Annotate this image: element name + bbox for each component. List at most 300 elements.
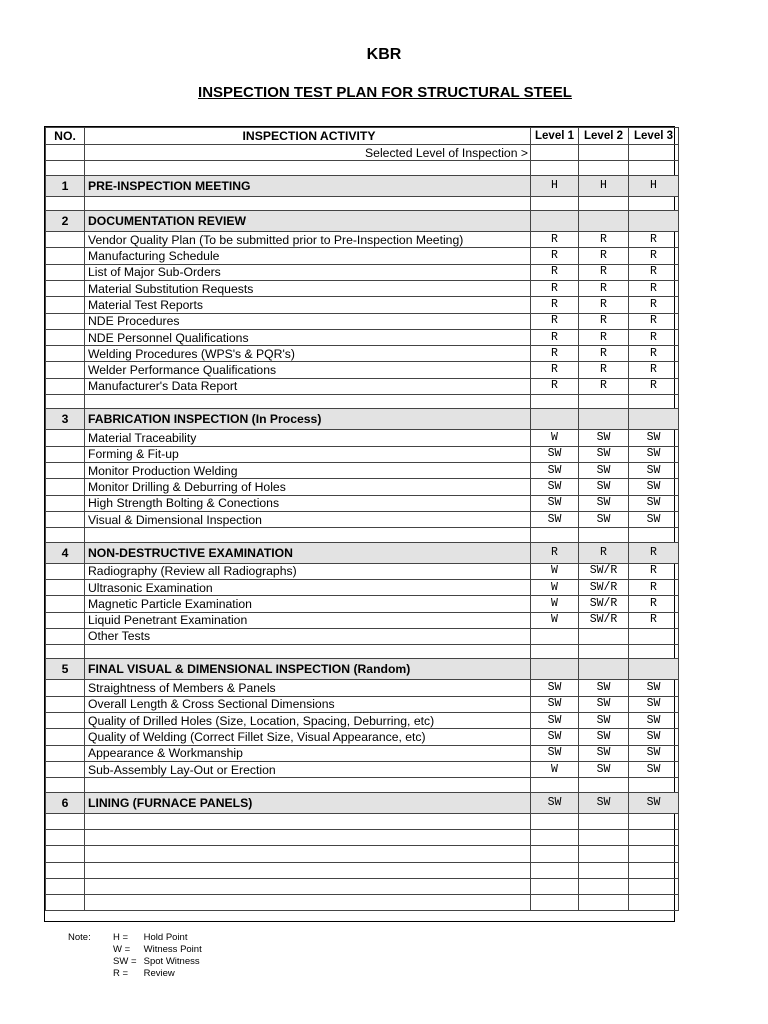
cell-empty xyxy=(629,895,679,911)
level-3-value: R xyxy=(629,280,679,296)
blank-row xyxy=(46,395,679,409)
level-1-value xyxy=(531,409,579,430)
level-3-value: R xyxy=(629,579,679,595)
selected-level-label: Selected Level of Inspection > xyxy=(85,145,531,161)
activity-label: Welder Performance Qualifications xyxy=(85,362,531,378)
activity-row xyxy=(46,511,679,527)
cell-empty xyxy=(85,846,531,862)
cell-empty xyxy=(46,395,85,409)
level-2-value: SW xyxy=(579,745,629,761)
cell-empty xyxy=(85,878,531,894)
col-header-level-2: Level 2 xyxy=(579,128,629,145)
cell-empty xyxy=(629,645,679,659)
level-1-value xyxy=(531,211,579,232)
note-code: W = xyxy=(113,944,131,955)
activity-label: Appearance & Workmanship xyxy=(85,745,531,761)
note-code: SW = xyxy=(113,956,137,967)
cell-empty xyxy=(46,829,85,845)
cell-empty xyxy=(579,813,629,829)
cell-empty xyxy=(579,645,629,659)
level-3-value: R xyxy=(629,264,679,280)
cell-empty xyxy=(46,264,85,280)
level-2-value: SW/R xyxy=(579,563,629,579)
cell-empty xyxy=(46,761,85,777)
cell-empty xyxy=(46,628,85,644)
activity-row xyxy=(46,346,679,362)
level-2-value xyxy=(579,409,629,430)
cell-empty xyxy=(46,579,85,595)
section-row xyxy=(46,542,679,563)
level-2-value: SW xyxy=(579,479,629,495)
level-1-value: R xyxy=(531,264,579,280)
cell-empty xyxy=(46,161,85,175)
level-2-value: SW xyxy=(579,511,629,527)
section-number: 1 xyxy=(46,175,85,196)
cell-empty xyxy=(579,528,629,542)
cell-empty xyxy=(46,232,85,248)
activity-row xyxy=(46,579,679,595)
level-3-value: SW xyxy=(629,729,679,745)
activity-row xyxy=(46,628,679,644)
col-header-no: NO. xyxy=(46,128,85,145)
level-3-value: SW xyxy=(629,446,679,462)
section-row xyxy=(46,659,679,680)
activity-row xyxy=(46,430,679,446)
level-2-value: SW/R xyxy=(579,612,629,628)
level-2-value: R xyxy=(579,313,629,329)
cell-empty xyxy=(85,528,531,542)
document-title: INSPECTION TEST PLAN FOR STRUCTURAL STEEL xyxy=(198,84,572,101)
level-1-value: R xyxy=(531,297,579,313)
cell-empty xyxy=(531,528,579,542)
activity-row xyxy=(46,378,679,394)
note-meaning: Witness Point xyxy=(143,944,202,955)
level-3-value: SW xyxy=(629,495,679,511)
activity-row xyxy=(46,680,679,696)
cell-empty xyxy=(46,729,85,745)
level-2-value: SW xyxy=(579,463,629,479)
cell-empty xyxy=(629,778,679,792)
activity-label: Ultrasonic Examination xyxy=(85,579,531,595)
cell-empty xyxy=(85,778,531,792)
activity-label: Vendor Quality Plan (To be submitted prior to Pre-Inspection Meeting) xyxy=(85,232,531,248)
cell-empty xyxy=(46,495,85,511)
cell-empty xyxy=(46,528,85,542)
level-1-value: SW xyxy=(531,511,579,527)
level-2-value xyxy=(579,211,629,232)
level-3-value: SW xyxy=(629,792,679,813)
section-row xyxy=(46,211,679,232)
level-1-value: H xyxy=(531,175,579,196)
level-2-value: R xyxy=(579,346,629,362)
level-3-value: R xyxy=(629,362,679,378)
level-3-value: R xyxy=(629,612,679,628)
level-1-value: W xyxy=(531,563,579,579)
level-1-value: SW xyxy=(531,713,579,729)
cell-empty xyxy=(629,878,679,894)
cell-empty xyxy=(46,463,85,479)
level-1-value: SW xyxy=(531,479,579,495)
cell-empty xyxy=(629,862,679,878)
activity-row xyxy=(46,264,679,280)
cell-empty xyxy=(579,778,629,792)
cell-empty xyxy=(629,813,679,829)
cell-empty xyxy=(629,846,679,862)
blank-row xyxy=(46,196,679,210)
activity-label: Overall Length & Cross Sectional Dimensions xyxy=(85,696,531,712)
level-3-value: R xyxy=(629,313,679,329)
empty-row xyxy=(46,895,679,911)
cell-empty xyxy=(579,878,629,894)
cell-empty xyxy=(85,862,531,878)
cell-empty xyxy=(85,161,531,175)
level-2-value: R xyxy=(579,280,629,296)
level-1-value xyxy=(531,659,579,680)
cell-empty xyxy=(46,696,85,712)
company-name: KBR xyxy=(366,46,402,63)
cell-empty xyxy=(46,145,85,161)
activity-label: Sub-Assembly Lay-Out or Erection xyxy=(85,761,531,777)
level-1-value: W xyxy=(531,596,579,612)
level-1-value: R xyxy=(531,329,579,345)
level-3-value xyxy=(629,409,679,430)
level-1-value: R xyxy=(531,280,579,296)
cell-empty xyxy=(85,395,531,409)
level-1-value: SW xyxy=(531,463,579,479)
section-title: DOCUMENTATION REVIEW xyxy=(85,211,531,232)
activity-label: NDE Personnel Qualifications xyxy=(85,329,531,345)
level-3-value: SW xyxy=(629,430,679,446)
cell-empty xyxy=(46,596,85,612)
activity-row xyxy=(46,729,679,745)
level-1-value: R xyxy=(531,232,579,248)
cell-empty xyxy=(579,395,629,409)
note-item-hold xyxy=(113,932,202,944)
level-3-value: SW xyxy=(629,680,679,696)
activity-row xyxy=(46,713,679,729)
note-item-witness xyxy=(113,944,202,956)
activity-label: Monitor Drilling & Deburring of Holes xyxy=(85,479,531,495)
activity-row xyxy=(46,232,679,248)
cell-empty xyxy=(46,362,85,378)
level-3-value: R xyxy=(629,329,679,345)
activity-label: NDE Procedures xyxy=(85,313,531,329)
activity-row xyxy=(46,463,679,479)
activity-label: Forming & Fit-up xyxy=(85,446,531,462)
cell-empty xyxy=(46,196,85,210)
level-3-value: SW xyxy=(629,479,679,495)
cell-empty xyxy=(46,778,85,792)
level-2-value: R xyxy=(579,542,629,563)
level-2-value: SW/R xyxy=(579,596,629,612)
level-2-value: R xyxy=(579,329,629,345)
activity-label: Quality of Drilled Holes (Size, Location, Spacing, Deburring, etc) xyxy=(85,713,531,729)
cell-empty xyxy=(46,280,85,296)
cell-empty xyxy=(46,446,85,462)
activity-row xyxy=(46,446,679,462)
cell-empty xyxy=(531,895,579,911)
cell-empty xyxy=(46,713,85,729)
activity-label: Material Substitution Requests xyxy=(85,280,531,296)
level-1-value: R xyxy=(531,346,579,362)
level-3-value: R xyxy=(629,596,679,612)
notes-label: Note: xyxy=(68,932,91,943)
blank-row xyxy=(46,778,679,792)
section-number: 5 xyxy=(46,659,85,680)
level-2-value: SW xyxy=(579,761,629,777)
level-2-value: R xyxy=(579,297,629,313)
col-header-level-3: Level 3 xyxy=(629,128,679,145)
cell-empty xyxy=(531,145,579,161)
cell-empty xyxy=(46,346,85,362)
cell-empty xyxy=(46,612,85,628)
level-1-value: SW xyxy=(531,495,579,511)
level-1-value: SW xyxy=(531,745,579,761)
level-3-value xyxy=(629,659,679,680)
cell-empty xyxy=(531,395,579,409)
cell-empty xyxy=(46,430,85,446)
document-title-clip xyxy=(150,84,620,101)
cell-empty xyxy=(531,778,579,792)
activity-row xyxy=(46,479,679,495)
level-1-value: R xyxy=(531,362,579,378)
level-1-value: R xyxy=(531,313,579,329)
cell-empty xyxy=(531,846,579,862)
table-body xyxy=(46,128,679,911)
level-3-value xyxy=(629,628,679,644)
cell-empty xyxy=(629,161,679,175)
activity-row xyxy=(46,362,679,378)
activity-label: High Strength Bolting & Conections xyxy=(85,495,531,511)
level-1-value: W xyxy=(531,761,579,777)
level-3-value: R xyxy=(629,346,679,362)
level-3-value: SW xyxy=(629,745,679,761)
activity-label: Material Traceability xyxy=(85,430,531,446)
cell-empty xyxy=(531,878,579,894)
cell-empty xyxy=(85,645,531,659)
cell-empty xyxy=(531,862,579,878)
note-code: R = xyxy=(113,968,129,979)
cell-empty xyxy=(46,745,85,761)
activity-label: Monitor Production Welding xyxy=(85,463,531,479)
cell-empty xyxy=(531,161,579,175)
note-item-spot-witness xyxy=(113,956,202,968)
activity-row xyxy=(46,280,679,296)
activity-label: Quality of Welding (Correct Fillet Size, Visual Appearance, etc) xyxy=(85,729,531,745)
section-number: 2 xyxy=(46,211,85,232)
cell-empty xyxy=(46,511,85,527)
level-1-value: R xyxy=(531,378,579,394)
cell-empty xyxy=(579,895,629,911)
activity-row xyxy=(46,297,679,313)
cell-empty xyxy=(46,813,85,829)
activity-row xyxy=(46,248,679,264)
cell-empty xyxy=(46,878,85,894)
level-2-value: SW xyxy=(579,446,629,462)
level-3-value: R xyxy=(629,378,679,394)
section-row xyxy=(46,792,679,813)
activity-label: Straightness of Members & Panels xyxy=(85,680,531,696)
section-number: 4 xyxy=(46,542,85,563)
empty-row xyxy=(46,813,679,829)
level-1-value xyxy=(531,628,579,644)
activity-row xyxy=(46,313,679,329)
cell-empty xyxy=(46,329,85,345)
inspection-test-plan-table xyxy=(45,127,679,911)
note-item-review xyxy=(113,968,202,980)
cell-empty xyxy=(579,145,629,161)
level-2-value: SW xyxy=(579,792,629,813)
activity-label: Manufacturing Schedule xyxy=(85,248,531,264)
activity-label: Liquid Penetrant Examination xyxy=(85,612,531,628)
section-title: FABRICATION INSPECTION (In Process) xyxy=(85,409,531,430)
empty-row xyxy=(46,846,679,862)
cell-empty xyxy=(46,479,85,495)
level-2-value xyxy=(579,659,629,680)
activity-row xyxy=(46,745,679,761)
empty-row xyxy=(46,878,679,894)
cell-empty xyxy=(85,813,531,829)
level-1-value: R xyxy=(531,542,579,563)
level-2-value: SW xyxy=(579,680,629,696)
cell-empty xyxy=(46,313,85,329)
cell-empty xyxy=(579,161,629,175)
activity-label: Material Test Reports xyxy=(85,297,531,313)
section-title: FINAL VISUAL & DIMENSIONAL INSPECTION (Random) xyxy=(85,659,531,680)
cell-empty xyxy=(46,645,85,659)
section-row xyxy=(46,175,679,196)
cell-empty xyxy=(579,862,629,878)
note-meaning: Spot Witness xyxy=(143,956,200,967)
col-header-activity: INSPECTION ACTIVITY xyxy=(85,128,531,145)
section-number: 3 xyxy=(46,409,85,430)
level-1-value: SW xyxy=(531,696,579,712)
blank-row xyxy=(46,645,679,659)
level-1-value: SW xyxy=(531,680,579,696)
cell-empty xyxy=(85,895,531,911)
notes-list xyxy=(113,932,202,980)
activity-row xyxy=(46,596,679,612)
note-meaning: Review xyxy=(143,968,175,979)
level-2-value: R xyxy=(579,232,629,248)
level-3-value xyxy=(629,211,679,232)
activity-label: Visual & Dimensional Inspection xyxy=(85,511,531,527)
level-3-value: SW xyxy=(629,713,679,729)
level-3-value: H xyxy=(629,175,679,196)
activity-label: Radiography (Review all Radiographs) xyxy=(85,563,531,579)
section-row xyxy=(46,409,679,430)
section-number: 6 xyxy=(46,792,85,813)
activity-row xyxy=(46,495,679,511)
level-3-value: R xyxy=(629,297,679,313)
note-meaning: Hold Point xyxy=(143,932,188,943)
activity-label: Manufacturer's Data Report xyxy=(85,378,531,394)
section-title: NON-DESTRUCTIVE EXAMINATION xyxy=(85,542,531,563)
level-2-value xyxy=(579,628,629,644)
col-header-level-1: Level 1 xyxy=(531,128,579,145)
level-3-value: R xyxy=(629,232,679,248)
blank-row xyxy=(46,528,679,542)
selected-level-row xyxy=(46,145,679,161)
level-3-value: SW xyxy=(629,761,679,777)
cell-empty xyxy=(531,645,579,659)
cell-empty xyxy=(46,563,85,579)
level-2-value: H xyxy=(579,175,629,196)
cell-empty xyxy=(46,680,85,696)
cell-empty xyxy=(629,829,679,845)
cell-empty xyxy=(46,846,85,862)
activity-row xyxy=(46,563,679,579)
level-1-value: W xyxy=(531,612,579,628)
level-2-value: R xyxy=(579,248,629,264)
cell-empty xyxy=(46,378,85,394)
cell-empty xyxy=(46,862,85,878)
cell-empty xyxy=(579,846,629,862)
level-2-value: SW/R xyxy=(579,579,629,595)
activity-row xyxy=(46,761,679,777)
level-1-value: SW xyxy=(531,729,579,745)
level-2-value: R xyxy=(579,264,629,280)
cell-empty xyxy=(629,528,679,542)
level-1-value: SW xyxy=(531,446,579,462)
cell-empty xyxy=(629,395,679,409)
cell-empty xyxy=(46,248,85,264)
section-title: PRE-INSPECTION MEETING xyxy=(85,175,531,196)
level-1-value: R xyxy=(531,248,579,264)
cell-empty xyxy=(531,196,579,210)
section-title: LINING (FURNACE PANELS) xyxy=(85,792,531,813)
level-3-value: SW xyxy=(629,696,679,712)
level-3-value: R xyxy=(629,248,679,264)
cell-empty xyxy=(531,813,579,829)
level-3-value: SW xyxy=(629,511,679,527)
level-1-value: SW xyxy=(531,792,579,813)
activity-row xyxy=(46,696,679,712)
cell-empty xyxy=(629,196,679,210)
activity-label: Other Tests xyxy=(85,628,531,644)
cell-empty xyxy=(579,196,629,210)
cell-empty xyxy=(85,829,531,845)
level-2-value: R xyxy=(579,362,629,378)
activity-row xyxy=(46,329,679,345)
blank-row xyxy=(46,161,679,175)
level-3-value: R xyxy=(629,542,679,563)
level-2-value: SW xyxy=(579,495,629,511)
level-1-value: W xyxy=(531,430,579,446)
level-2-value: SW xyxy=(579,696,629,712)
note-code: H = xyxy=(113,932,129,943)
level-1-value: W xyxy=(531,579,579,595)
activity-label: List of Major Sub-Orders xyxy=(85,264,531,280)
level-2-value: SW xyxy=(579,430,629,446)
level-3-value: SW xyxy=(629,463,679,479)
level-2-value: SW xyxy=(579,713,629,729)
cell-empty xyxy=(531,829,579,845)
level-3-value: R xyxy=(629,563,679,579)
activity-row xyxy=(46,612,679,628)
empty-row xyxy=(46,829,679,845)
cell-empty xyxy=(579,829,629,845)
cell-empty xyxy=(85,196,531,210)
cell-empty xyxy=(46,297,85,313)
empty-row xyxy=(46,862,679,878)
header-row xyxy=(46,128,679,145)
activity-label: Welding Procedures (WPS's & PQR's) xyxy=(85,346,531,362)
cell-empty xyxy=(46,895,85,911)
level-2-value: R xyxy=(579,378,629,394)
level-2-value: SW xyxy=(579,729,629,745)
cell-empty xyxy=(629,145,679,161)
